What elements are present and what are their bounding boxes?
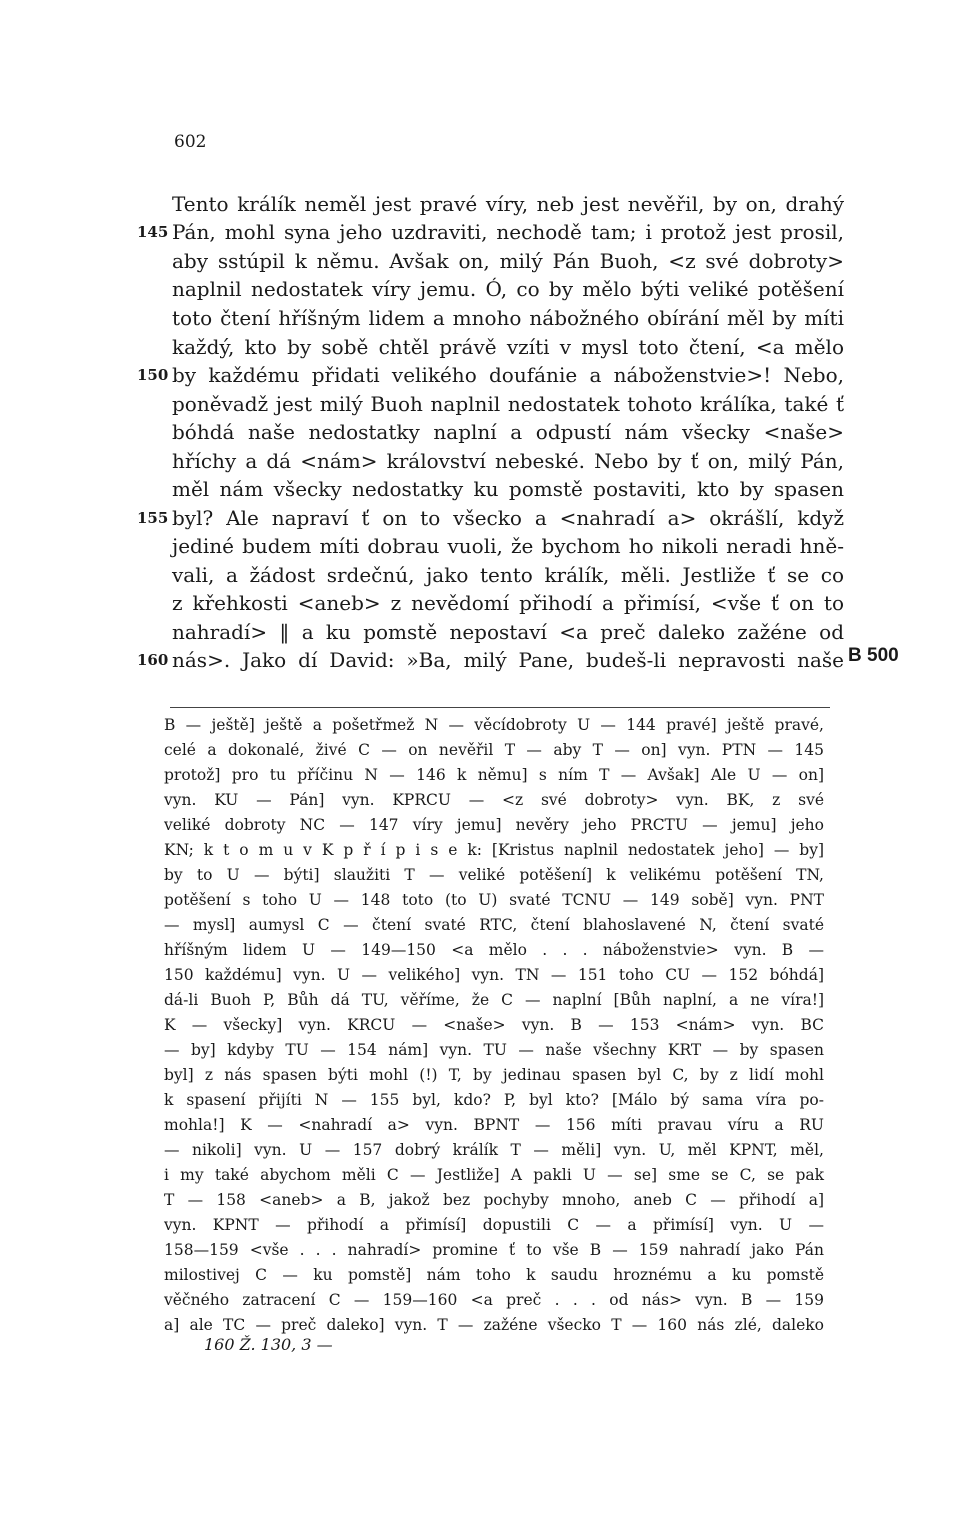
main-text-line: toto čtení hříšným lidem a mnoho nábožného obírání měl by míti — [172, 306, 844, 330]
apparatus-line: a] ale TC — preč daleko] vyn. T — zažéne všecko T — 160 nás zlé, daleko — [164, 1316, 824, 1334]
main-text-line: Pán, mohl syna jeho uzdraviti, nechodě tam; i protož jest prosil, — [172, 220, 844, 244]
apparatus-line: by to U — býti] slaužiti T — veliké potěšení] k velikému potěšení TN, — [164, 866, 824, 884]
main-text-line: aby sstúpil k němu. Avšak on, milý Pán Buoh, <z své dobroty> — [172, 249, 844, 273]
main-text-line: Tento králík neměl jest pravé víry, neb jest nevěřil, by on, drahý — [172, 192, 844, 216]
margin-reference: B 500 — [848, 645, 899, 666]
main-text-line: bóhdá naše nedostatky naplní a odpustí nám všecky <naše> — [172, 420, 844, 444]
main-text-line: z křehkosti <aneb> z nevědomí přihodí a přimísí, <vše ť on to — [172, 591, 844, 615]
main-text-line: každý, kto by sobě chtěl právě vzíti v mysl toto čtení, <a mělo — [172, 335, 844, 359]
apparatus-line: veliké dobroty NC — 147 víry jemu] nevěry jeho PRCTU — jemu] jeho — [164, 816, 824, 834]
apparatus-line: B — ještě] ještě a pošetřmež N — věcídobroty U — 144 pravé] ještě pravé, — [164, 716, 824, 734]
apparatus-line: K — všecky] vyn. KRCU — <naše> vyn. B — 153 <nám> vyn. BC — [164, 1016, 824, 1034]
apparatus-line: k spasení přijíti N — 155 byl, kdo? P, byl kto? [Málo bý sama víra po- — [164, 1091, 824, 1109]
apparatus-line: — by] kdyby TU — 154 nám] vyn. TU — naše všechny KRT — by spasen — [164, 1041, 824, 1059]
page-number: 602 — [174, 132, 207, 152]
main-text-line: měl nám všecky nedostatky ku pomstě postaviti, kto by spasen — [172, 477, 844, 501]
footer-note: 160 Ž. 130, 3 — — [204, 1335, 333, 1354]
main-text-line: poněvadž jest milý Buoh naplnil nedostatek tohoto králíka, také ť — [172, 392, 844, 416]
main-text-line: nahradí> ‖ a ku pomstě nepostaví <a preč daleko zažéne od — [172, 620, 844, 644]
apparatus-line: mohla!] K — <nahradí a> vyn. BPNT — 156 míti pravau víru a RU — [164, 1116, 824, 1134]
apparatus-line: milostivej C — ku pomstě] nám toho k saudu hroznému a ku pomstě — [164, 1266, 824, 1284]
apparatus-line: věčného zatracení C — 159—160 <a preč . . . od nás> vyn. B — 159 — [164, 1291, 824, 1309]
line-number: 160 — [137, 651, 169, 669]
apparatus-line: dá-li Buoh P, Bůh dá TU, věříme, že C — naplní [Bůh naplní, a ne víra!] — [164, 991, 824, 1009]
apparatus-line: i my také abychom měli C — Jestliže] A pakli U — se] sme se C, se pak — [164, 1166, 824, 1184]
main-text-line: hříchy a dá <nám> království nebeské. Nebo by ť on, milý Pán, — [172, 449, 844, 473]
main-text-line: byl? Ale napraví ť on to všecko a <nahradí a> okrášlí, když — [172, 506, 844, 530]
line-number: 155 — [137, 509, 169, 527]
main-text-line: naplnil nedostatek víry jemu. Ó, co by mělo býti veliké potěšení — [172, 277, 844, 301]
apparatus-line: 158—159 <vše . . . nahradí> promine ť to vše B — 159 nahradí jako Pán — [164, 1241, 824, 1259]
apparatus-line: potěšení s toho U — 148 toto (to U) svaté TCNU — 149 sobě] vyn. PNT — [164, 891, 824, 909]
main-text-line: jediné budem míti dobrau vuoli, že bychom ho nikoli neradi hně- — [172, 534, 844, 558]
line-number: 145 — [137, 223, 169, 241]
apparatus-line: vyn. KU — Pán] vyn. KPRCU — <z své dobroty> vyn. BK, z své — [164, 791, 824, 809]
apparatus-line: vyn. KPNT — přihodí a přimísí] dopustili C — a přimísí] vyn. U — — [164, 1216, 824, 1234]
main-text-line: vali, a žádost srdečnú, jako tento králík, měli. Jestliže ť se co — [172, 563, 844, 587]
apparatus-line: — mysl] aumysl C — čtení svaté RTC, čtení blahoslavené N, čtení svaté — [164, 916, 824, 934]
apparatus-line: celé a dokonalé, živé C — on nevěřil T — aby T — on] vyn. PTN — 145 — [164, 741, 824, 759]
apparatus-line: 150 každému] vyn. U — velikého] vyn. TN — 151 toho CU — 152 bóhdá] — [164, 966, 824, 984]
apparatus-line: KN; k t o m u v K p ř í p i s e k: [Kristus naplnil nedostatek jeho] — by] — [164, 841, 824, 859]
footnote-divider — [170, 707, 830, 708]
apparatus-line: — nikoli] vyn. U — 157 dobrý králík T — měli] vyn. U, měl KPNT, měl, — [164, 1141, 824, 1159]
apparatus-line: byl] z nás spasen býti mohl (!) T, by jedinau spasen byl C, by z lidí mohl — [164, 1066, 824, 1084]
main-text-line: nás>. Jako dí David: »Ba, milý Pane, budeš-li nepravosti naše — [172, 648, 844, 672]
apparatus-line: protož] pro tu příčinu N — 146 k němu] s ním T — Avšak] Ale U — on] — [164, 766, 824, 784]
main-text-line: by každému přidati velikého doufánie a náboženstvie>! Nebo, — [172, 363, 844, 387]
apparatus-line: T — 158 <aneb> a B, jakož bez pochyby mnoho, aneb C — přihodí a] — [164, 1191, 824, 1209]
line-number: 150 — [137, 366, 169, 384]
apparatus-line: hříšným lidem U — 149—150 <a mělo . . . náboženstvie> vyn. B — — [164, 941, 824, 959]
